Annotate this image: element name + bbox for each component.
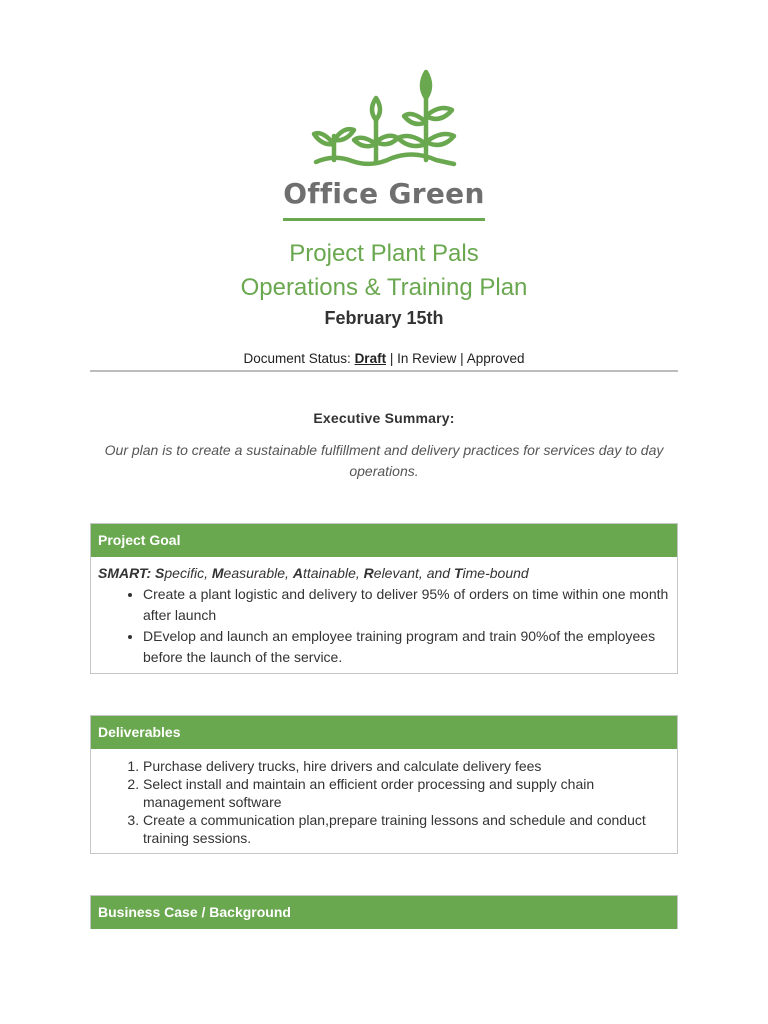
smart-term: ime-bound — [462, 565, 529, 581]
deliverables-section — [90, 715, 678, 854]
status-approved[interactable]: Approved — [466, 351, 525, 366]
business-case-section — [90, 895, 678, 929]
smart-label: SMART: — [98, 565, 152, 581]
goal-list — [98, 584, 670, 668]
deliverable-item: 1. Purchase delivery trucks, hire drivers and calculate delivery fees — [143, 757, 670, 775]
deliverables-heading: Deliverables — [91, 716, 677, 749]
smart-initial: R — [363, 565, 374, 581]
smart-term: easurable, — [223, 565, 289, 581]
smart-initial: M — [211, 565, 224, 581]
status-in-review[interactable]: In Review — [397, 351, 457, 366]
project-goal-heading: Project Goal — [91, 524, 677, 557]
project-goal-section — [90, 523, 678, 674]
status-separator: | — [460, 351, 464, 366]
smart-term: elevant, and — [373, 565, 451, 581]
status-draft[interactable]: Draft — [354, 351, 387, 366]
deliverable-item: 2. Select install and maintain an efficient order processing and supply chain management software — [143, 775, 670, 811]
deliverables-body — [91, 749, 677, 855]
document-status — [0, 351, 768, 366]
smart-initial: A — [292, 565, 303, 581]
smart-term: pecific, — [164, 565, 208, 581]
plan-title: Operations & Training Plan — [240, 274, 528, 301]
plants-logo-icon — [294, 64, 474, 172]
deliverable-item: 3. Create a communication plan,prepare training lessons and schedule and conduct training sessions. — [143, 811, 670, 847]
deliverables-list — [98, 757, 670, 847]
divider — [90, 370, 678, 372]
project-title: Project Plant Pals — [289, 240, 479, 267]
logo — [0, 64, 768, 221]
document-date: February 15th — [324, 308, 444, 328]
smart-initial: T — [453, 565, 463, 581]
brand-underline — [283, 218, 485, 221]
brand-name: Office Green — [283, 177, 485, 210]
goal-item: • DEvelop and launch an employee training program and train 90%of the employees before the launch of the service. — [143, 626, 670, 668]
smart-line — [98, 563, 670, 584]
status-label: Document Status: — [243, 351, 351, 366]
status-separator: | — [389, 351, 394, 366]
smart-initial: S — [155, 565, 165, 581]
smart-term: ttainable, — [302, 565, 360, 581]
executive-summary-text: Our plan is to create a sustainable fulfillment and delivery practices for services day to day operations. — [104, 442, 664, 479]
executive-summary-heading: Executive Summary: — [313, 410, 455, 426]
goal-item: • Create a plant logistic and delivery to deliver 95% of orders on time within one month after launch — [143, 584, 670, 626]
project-goal-body — [91, 557, 677, 674]
business-case-heading: Business Case / Background — [91, 896, 677, 929]
